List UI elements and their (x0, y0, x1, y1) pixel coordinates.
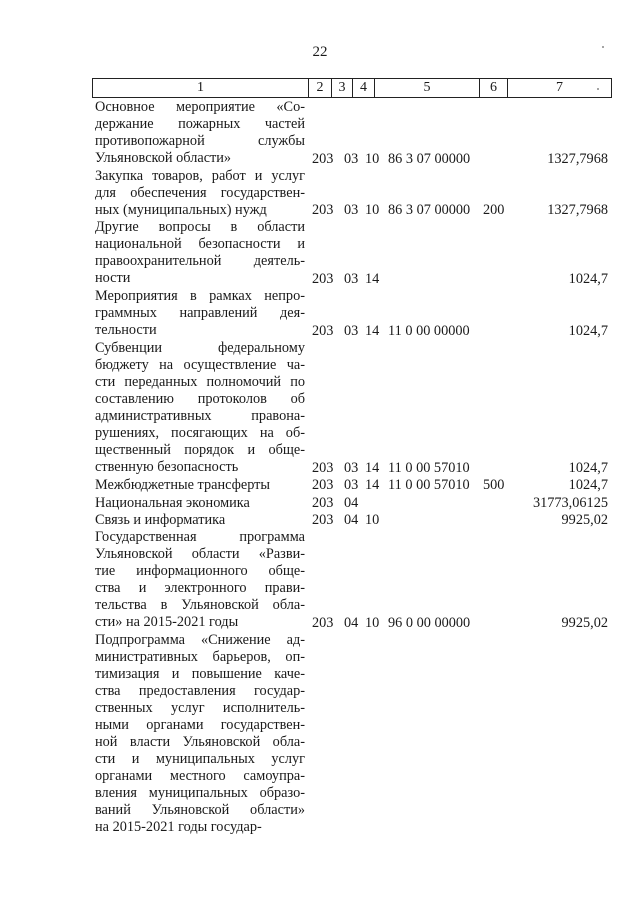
row-codes (0, 512, 640, 529)
cell-c7: 9925,02 (561, 511, 608, 528)
cell-c4: 14 (365, 271, 380, 287)
header-col-7: 7 (556, 80, 563, 95)
cell-c3: 03 (344, 150, 359, 167)
cell-c6: 500 (483, 477, 505, 494)
cell-c2: 203 (312, 150, 334, 167)
header-col-3: 3 (332, 79, 353, 97)
description-line: ства предоставления государ- (95, 683, 305, 700)
description-line: Межбюджетные трансферты (95, 477, 271, 494)
cell-c3: 03 (344, 322, 359, 339)
description-line: составлению протоколов об (95, 390, 305, 407)
cell-c4: 14 (365, 460, 380, 477)
cell-c4: 10 (365, 202, 380, 219)
header-col-5: 5 (375, 79, 480, 97)
description-line: Основное мероприятие «Со- (95, 99, 305, 115)
cell-c3: 04 (344, 615, 359, 631)
cell-c2: 203 (312, 271, 334, 287)
description-line: административных правона- (95, 407, 305, 424)
description-line: Ульяновской области» (95, 150, 232, 166)
cell-c7: 1024,7 (568, 477, 608, 494)
description-line: Государственная программа (95, 529, 305, 545)
cell-c2: 203 (312, 615, 334, 631)
row-codes (0, 495, 640, 512)
description-line: рушениях, посягающих на об- (95, 424, 305, 441)
description-line: на 2015-2021 годы государ- (95, 819, 262, 836)
row-codes (0, 615, 640, 632)
cell-c7: 1024,7 (568, 460, 608, 477)
description-line: граммных направлений дея- (95, 305, 305, 322)
description-line: тие информационного обще- (95, 563, 305, 579)
cell-c3: 03 (344, 271, 359, 287)
cell-c3: 04 (344, 511, 359, 528)
description-line: для обеспечения государствен- (95, 184, 305, 201)
cell-c4: 10 (365, 615, 380, 631)
description-line: держание пожарных частей (95, 116, 305, 132)
description-line: ных (муниципальных) нужд (95, 201, 267, 218)
cell-c2: 203 (312, 477, 334, 494)
description-line: Субвенции федеральному (95, 339, 305, 356)
description-line: Связь и информатика (95, 511, 226, 528)
description-line: ной власти Ульяновской обла- (95, 734, 305, 751)
description-line: сти и муниципальных услуг (95, 751, 305, 768)
cell-c7: 1327,7968 (547, 202, 608, 219)
cell-c2: 203 (312, 460, 334, 477)
cell-c7: 9925,02 (561, 615, 608, 631)
description-line: национальной безопасности и (95, 236, 305, 253)
cell-c2: 203 (312, 511, 334, 528)
cell-c5: 11 0 00 57010 (388, 460, 470, 477)
description-line: Другие вопросы в области (95, 219, 305, 236)
row-codes (0, 202, 640, 219)
description-line: тимизация и повышение каче- (95, 666, 305, 683)
description-line: противопожарной службы (95, 133, 305, 149)
cell-c7: 1327,7968 (547, 150, 608, 167)
description-line: щественный порядок и обще- (95, 441, 305, 458)
description-line: ности (95, 270, 131, 287)
cell-c7: 1024,7 (568, 322, 608, 339)
page-number: 22 (312, 44, 328, 60)
header-col-4: 4 (353, 79, 375, 97)
header-col-1: 1 (93, 79, 309, 97)
description-line: Закупка товаров, работ и услуг (95, 167, 305, 184)
cell-c7: 31773,06125 (532, 494, 608, 511)
header-col-2: 2 (309, 79, 332, 97)
description-line: ными органами государствен- (95, 717, 305, 734)
description-line: министративных барьеров, оп- (95, 649, 305, 666)
cell-c3: 03 (344, 477, 359, 494)
description-line: ваний Ульяновской области» (95, 802, 305, 819)
cell-c5: 86 3 07 00000 (388, 202, 471, 219)
header-col-6: 6 (480, 79, 508, 97)
cell-c5: 11 0 00 57010 (388, 477, 470, 494)
row-codes (0, 460, 640, 477)
cell-c2: 203 (312, 322, 334, 339)
cell-c5: 96 0 00 00000 (388, 615, 471, 631)
cell-c2: 203 (312, 494, 334, 511)
cell-c7: 1024,7 (568, 271, 608, 287)
description-line: бюджету на осуществление ча- (95, 356, 305, 373)
description-line: Мероприятия в рамках непро- (95, 288, 305, 305)
cell-c5: 86 3 07 00000 (388, 150, 471, 167)
cell-c4: 14 (365, 477, 380, 494)
cell-c6: 200 (483, 202, 505, 219)
row-codes (0, 271, 640, 288)
description-line: сти переданных полномочий по (95, 373, 305, 390)
cell-c4: 10 (365, 150, 380, 167)
cell-c2: 203 (312, 202, 334, 219)
description-line: тельства в Ульяновской обла- (95, 597, 305, 613)
row-codes (0, 821, 640, 838)
row-codes (0, 477, 640, 494)
description-line: Национальная экономика (95, 494, 250, 511)
cell-c3: 03 (344, 460, 359, 477)
description-line: органами местного самоупра- (95, 768, 305, 785)
description-line: правоохранительной деятель- (95, 253, 305, 270)
cell-c3: 04 (344, 494, 359, 511)
description-line: ственную безопасность (95, 458, 239, 475)
description-line: ства и электронного прави- (95, 580, 305, 596)
row-description (95, 632, 305, 836)
description-line: тельности (95, 322, 157, 339)
description-line: ственных услуг исполнитель- (95, 700, 305, 717)
row-codes (0, 323, 640, 340)
row-description (95, 340, 305, 476)
row-codes (0, 151, 640, 168)
cell-c4: 10 (365, 511, 380, 528)
cell-c5: 11 0 00 00000 (388, 322, 470, 339)
description-line: Подпрограмма «Снижение ад- (95, 632, 305, 649)
description-line: сти» на 2015-2021 годы (95, 614, 239, 630)
description-line: вления муниципальных образо- (95, 785, 305, 802)
table-header (92, 78, 612, 98)
cell-c3: 03 (344, 202, 359, 219)
cell-c4: 14 (365, 322, 380, 339)
description-line: Ульяновской области «Разви- (95, 546, 305, 562)
